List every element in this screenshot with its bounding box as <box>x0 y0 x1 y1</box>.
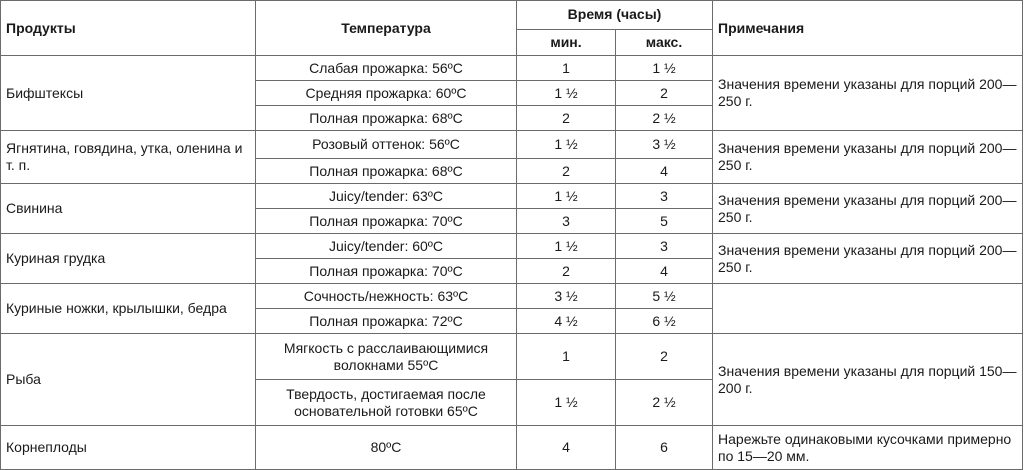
max-time-cell: 2 <box>616 334 713 380</box>
temperature-cell: Слабая прожарка: 56ºC <box>256 56 517 81</box>
max-time-cell: 4 <box>616 259 713 284</box>
temperature-cell: Полная прожарка: 70ºC <box>256 259 517 284</box>
temperature-cell: Твердость, достигаемая после основательной готовки 65ºC <box>256 380 517 426</box>
min-time-cell: 4 ½ <box>517 309 616 334</box>
header-time: Время (часы) <box>517 1 713 30</box>
note-cell: Нарежьте одинаковыми кусочками примерно по 15—20 мм. <box>713 426 1023 470</box>
max-time-cell: 3 ½ <box>616 131 713 159</box>
product-cell: Рыба <box>1 334 256 426</box>
min-time-cell: 1 <box>517 56 616 81</box>
min-time-cell: 1 ½ <box>517 234 616 259</box>
header-notes: Примечания <box>713 1 1023 56</box>
note-cell: Значения времени указаны для порций 200—250 г. <box>713 56 1023 131</box>
product-cell: Бифштексы <box>1 56 256 131</box>
temperature-cell: 80ºC <box>256 426 517 470</box>
product-cell: Куриные ножки, крылышки, бедра <box>1 284 256 334</box>
max-time-cell: 6 ½ <box>616 309 713 334</box>
min-time-cell: 1 ½ <box>517 131 616 159</box>
max-time-cell: 6 <box>616 426 713 470</box>
min-time-cell: 3 <box>517 209 616 234</box>
temperature-cell: Полная прожарка: 70ºC <box>256 209 517 234</box>
min-time-cell: 1 ½ <box>517 81 616 106</box>
temperature-cell: Средняя прожарка: 60ºC <box>256 81 517 106</box>
header-products: Продукты <box>1 1 256 56</box>
min-time-cell: 1 ½ <box>517 380 616 426</box>
note-cell <box>713 284 1023 334</box>
temperature-cell: Мягкость с расслаивающимися волокнами 55ºC <box>256 334 517 380</box>
product-cell: Куриная грудка <box>1 234 256 284</box>
max-time-cell: 3 <box>616 234 713 259</box>
max-time-cell: 2 ½ <box>616 380 713 426</box>
note-cell: Значения времени указаны для порций 200—250 г. <box>713 234 1023 284</box>
note-cell: Значения времени указаны для порций 200—250 г. <box>713 131 1023 184</box>
max-time-cell: 3 <box>616 184 713 209</box>
temperature-cell: Полная прожарка: 68ºC <box>256 159 517 184</box>
max-time-cell: 2 <box>616 81 713 106</box>
min-time-cell: 1 <box>517 334 616 380</box>
temperature-cell: Полная прожарка: 68ºC <box>256 106 517 131</box>
header-temperature: Температура <box>256 1 517 56</box>
min-time-cell: 2 <box>517 259 616 284</box>
max-time-cell: 5 ½ <box>616 284 713 309</box>
note-cell: Значения времени указаны для порций 150—200 г. <box>713 334 1023 426</box>
min-time-cell: 2 <box>517 106 616 131</box>
header-min: мин. <box>517 29 616 55</box>
max-time-cell: 1 ½ <box>616 56 713 81</box>
product-cell: Ягнятина, говядина, утка, оленина и т. п. <box>1 131 256 184</box>
temperature-cell: Розовый оттенок: 56ºC <box>256 131 517 159</box>
min-time-cell: 4 <box>517 426 616 470</box>
temperature-cell: Juicy/tender: 60ºC <box>256 234 517 259</box>
min-time-cell: 3 ½ <box>517 284 616 309</box>
product-cell: Корнеплоды <box>1 426 256 470</box>
max-time-cell: 2 ½ <box>616 106 713 131</box>
min-time-cell: 1 ½ <box>517 184 616 209</box>
max-time-cell: 4 <box>616 159 713 184</box>
product-cell: Свинина <box>1 184 256 234</box>
note-cell: Значения времени указаны для порций 200—250 г. <box>713 184 1023 234</box>
min-time-cell: 2 <box>517 159 616 184</box>
header-max: макс. <box>616 29 713 55</box>
temperature-cell: Juicy/tender: 63ºC <box>256 184 517 209</box>
temperature-cell: Сочность/нежность: 63ºC <box>256 284 517 309</box>
max-time-cell: 5 <box>616 209 713 234</box>
temperature-cell: Полная прожарка: 72ºC <box>256 309 517 334</box>
